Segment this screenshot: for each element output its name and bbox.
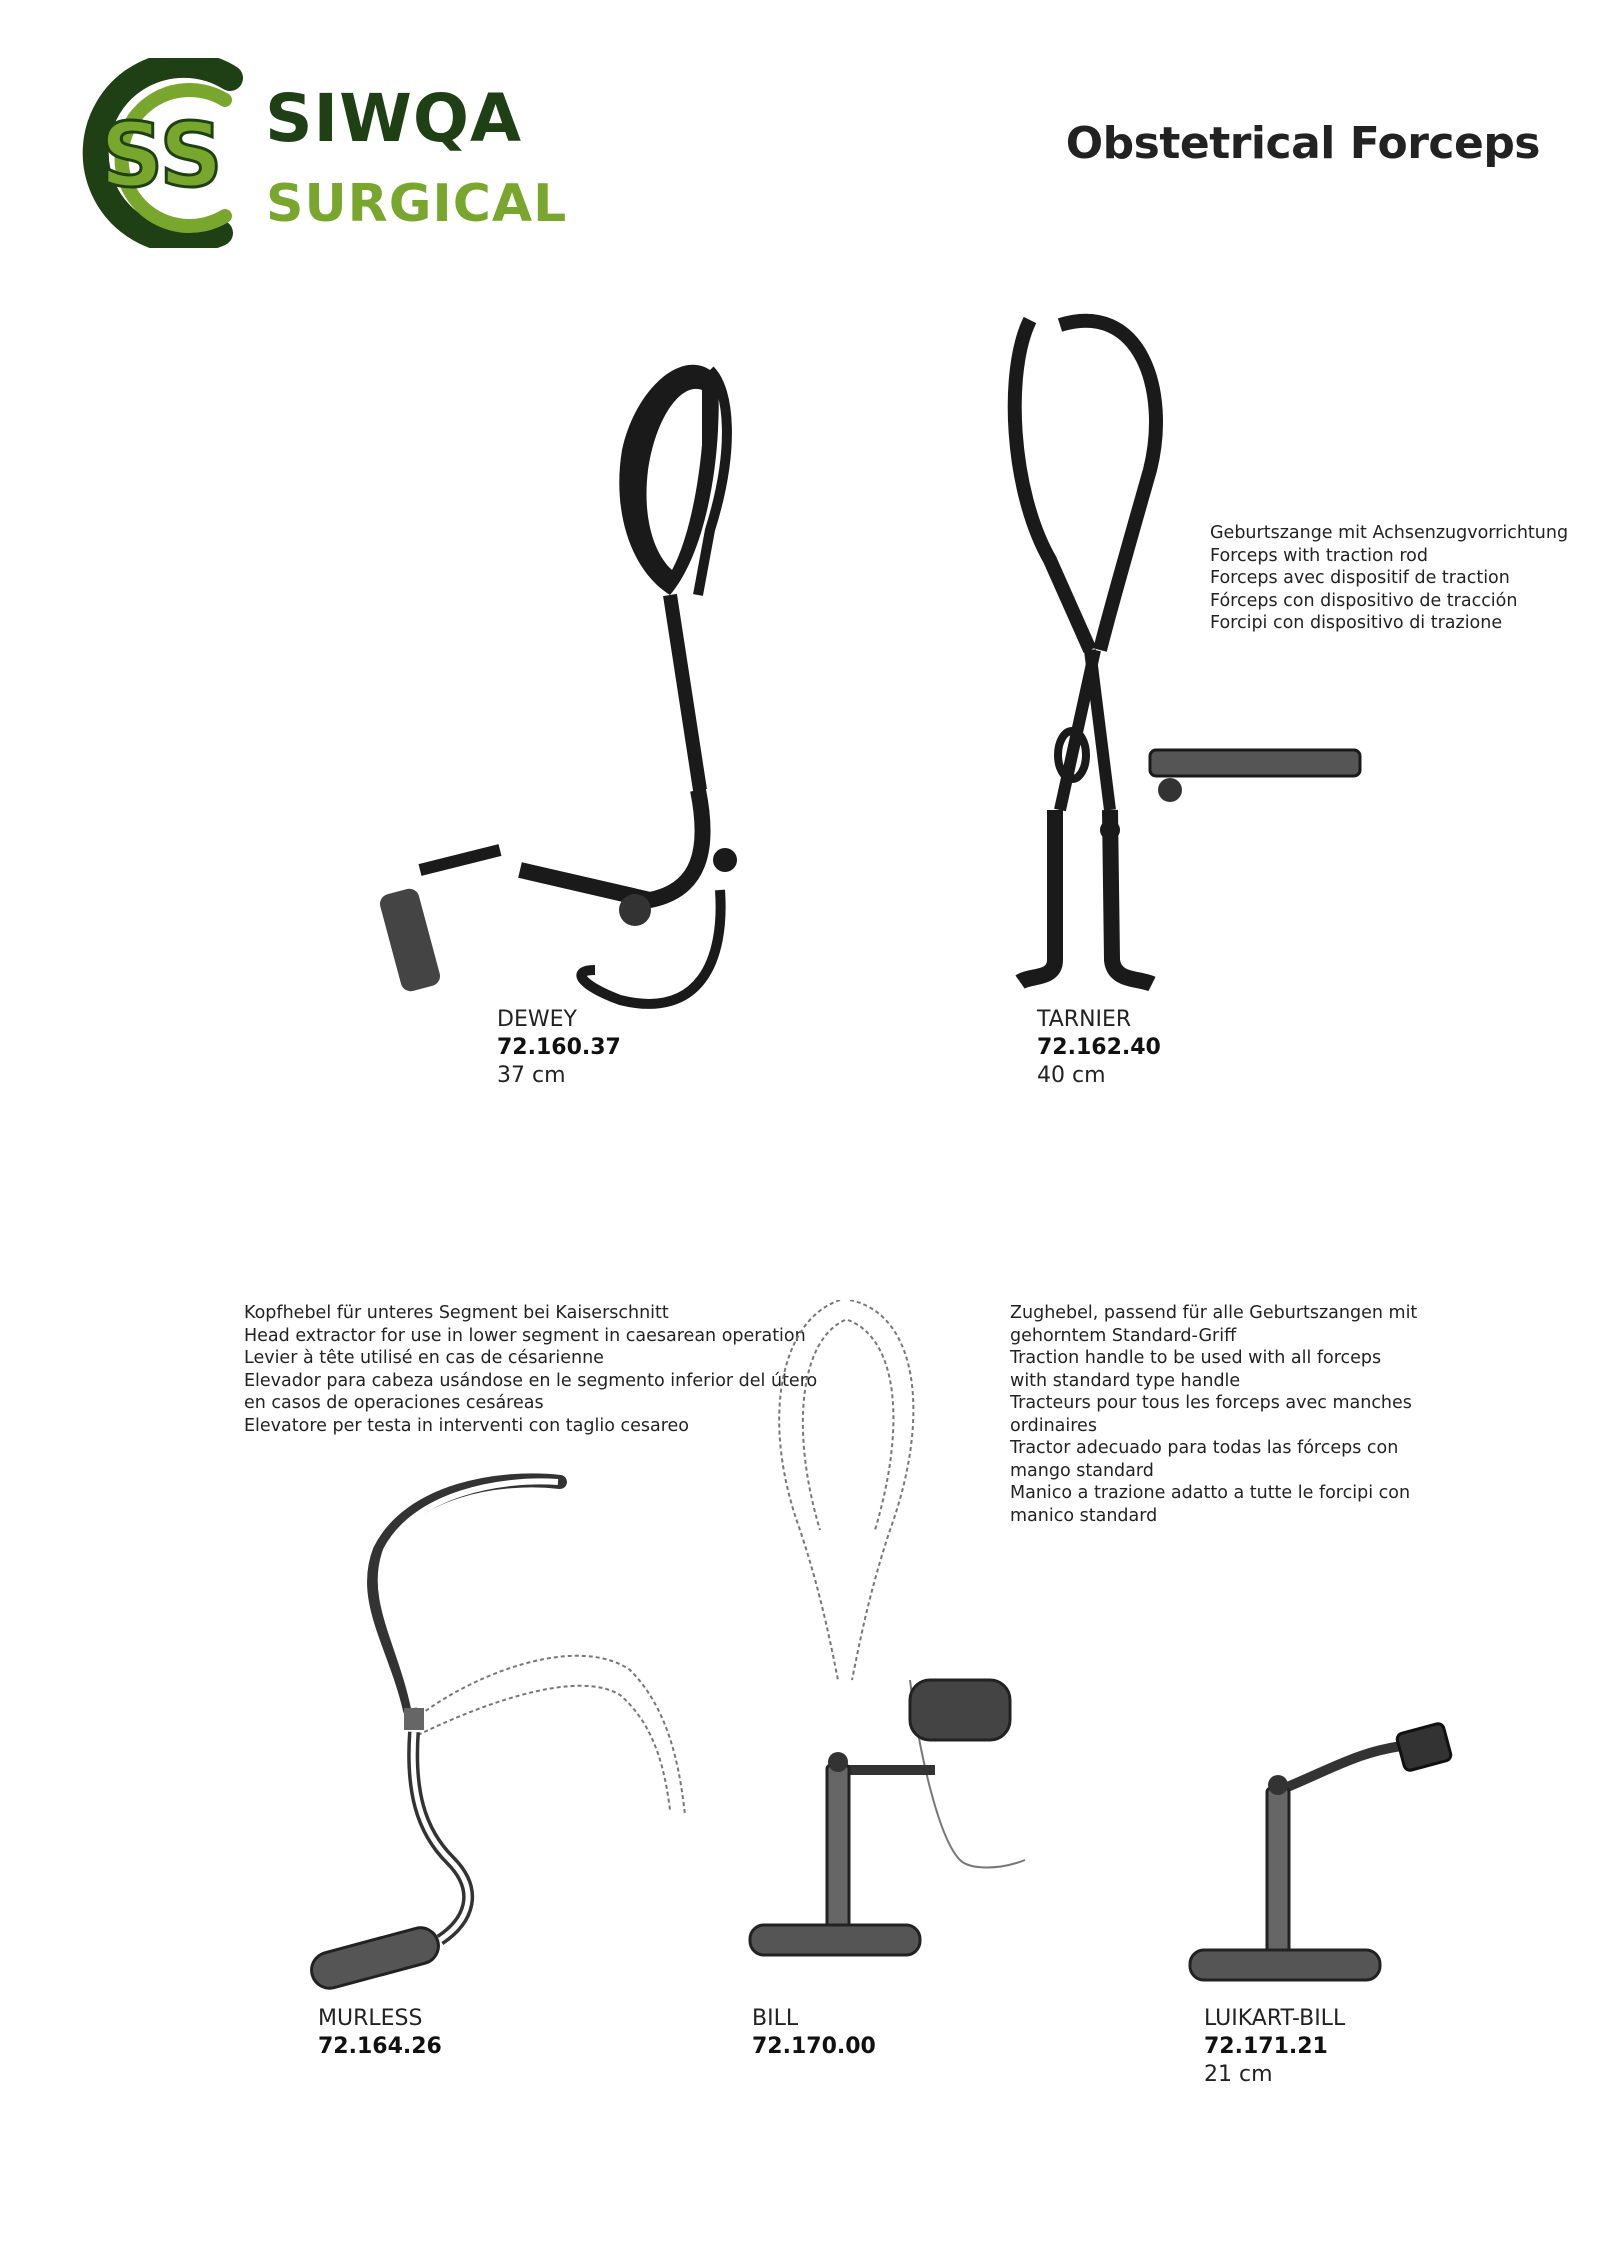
product-code: 72.164.26 (318, 2034, 442, 2059)
product-code: 72.170.00 (752, 2034, 876, 2059)
description-line: manico standard (1010, 1505, 1158, 1526)
description-line: en casos de operaciones cesáreas (244, 1393, 544, 1413)
dewey-label (497, 1006, 621, 1090)
brand-subtitle: SURGICAL (266, 174, 568, 234)
description-line: Manico a trazione adatto a tutte le forcipi con (1010, 1483, 1411, 1503)
description-line: Traction handle to be used with all forceps (1010, 1348, 1382, 1368)
page-title: Obstetrical Forceps (1065, 118, 1540, 169)
tarnier-description (1210, 522, 1568, 635)
product-code: 72.171.21 (1204, 2034, 1328, 2059)
description-line: Elevatore per testa in interventi con taglio cesareo (244, 1415, 689, 1436)
description-line: with standard type handle (1010, 1370, 1241, 1391)
description-line: Forceps with traction rod (1210, 545, 1428, 566)
product-size: 40 cm (1037, 1063, 1106, 1088)
murless-description (244, 1302, 817, 1437)
luikart-bill-traction-handle-illustration (1180, 1720, 1480, 2000)
description-line: Tracteurs pour tous les forceps avec manches (1010, 1393, 1412, 1413)
description-line: Elevador para cabeza usándose en le segmento inferior del útero (244, 1370, 818, 1391)
product-code: 72.160.37 (497, 1035, 621, 1060)
product-code: 72.162.40 (1037, 1035, 1161, 1060)
tarnier-label (1037, 1006, 1161, 1090)
description-line: mango standard (1010, 1460, 1154, 1481)
bill-description (1010, 1302, 1417, 1527)
description-line: Fórceps con dispositivo de tracción (1210, 590, 1518, 611)
product-name: LUIKART-BILL (1204, 2006, 1346, 2031)
description-line: Tractor adecuado para todas las fórceps con (1010, 1438, 1399, 1458)
description-line: Kopfhebel für unteres Segment bei Kaiserschnitt (244, 1303, 669, 1323)
description-line: gehorntem Standard-Griff (1010, 1325, 1237, 1346)
bill-label (752, 2005, 876, 2061)
product-name: MURLESS (318, 2006, 423, 2031)
description-line: Forceps avec dispositif de traction (1210, 568, 1510, 588)
product-size: 37 cm (497, 1063, 566, 1088)
description-line: Geburtszange mit Achsenzugvorrichtung (1210, 523, 1569, 543)
brand-name: SIWQA (265, 80, 523, 157)
logo-monogram: SS (100, 104, 223, 207)
description-line: Zughebel, passend für alle Geburtszangen mit (1010, 1303, 1418, 1323)
logo-emblem-icon (80, 58, 260, 248)
description-line: Forcipi con dispositivo di trazione (1210, 613, 1503, 633)
product-name: DEWEY (497, 1007, 577, 1032)
murless-label (318, 2005, 442, 2061)
description-line: Levier à tête utilisé en cas de césarienne (244, 1348, 604, 1368)
brand-logo (80, 58, 568, 248)
murless-head-extractor-illustration (300, 1470, 700, 1990)
product-name: TARNIER (1037, 1007, 1132, 1032)
luikart-bill-label (1204, 2005, 1345, 2089)
dewey-forceps-illustration (380, 330, 850, 1020)
bill-traction-handle-illustration (740, 1300, 1040, 2000)
description-line: ordinaires (1010, 1415, 1097, 1436)
tarnier-forceps-illustration (1000, 310, 1380, 1000)
product-size: 21 cm (1204, 2062, 1273, 2087)
product-name: BILL (752, 2006, 799, 2031)
description-line: Head extractor for use in lower segment in caesarean operation (244, 1325, 806, 1346)
